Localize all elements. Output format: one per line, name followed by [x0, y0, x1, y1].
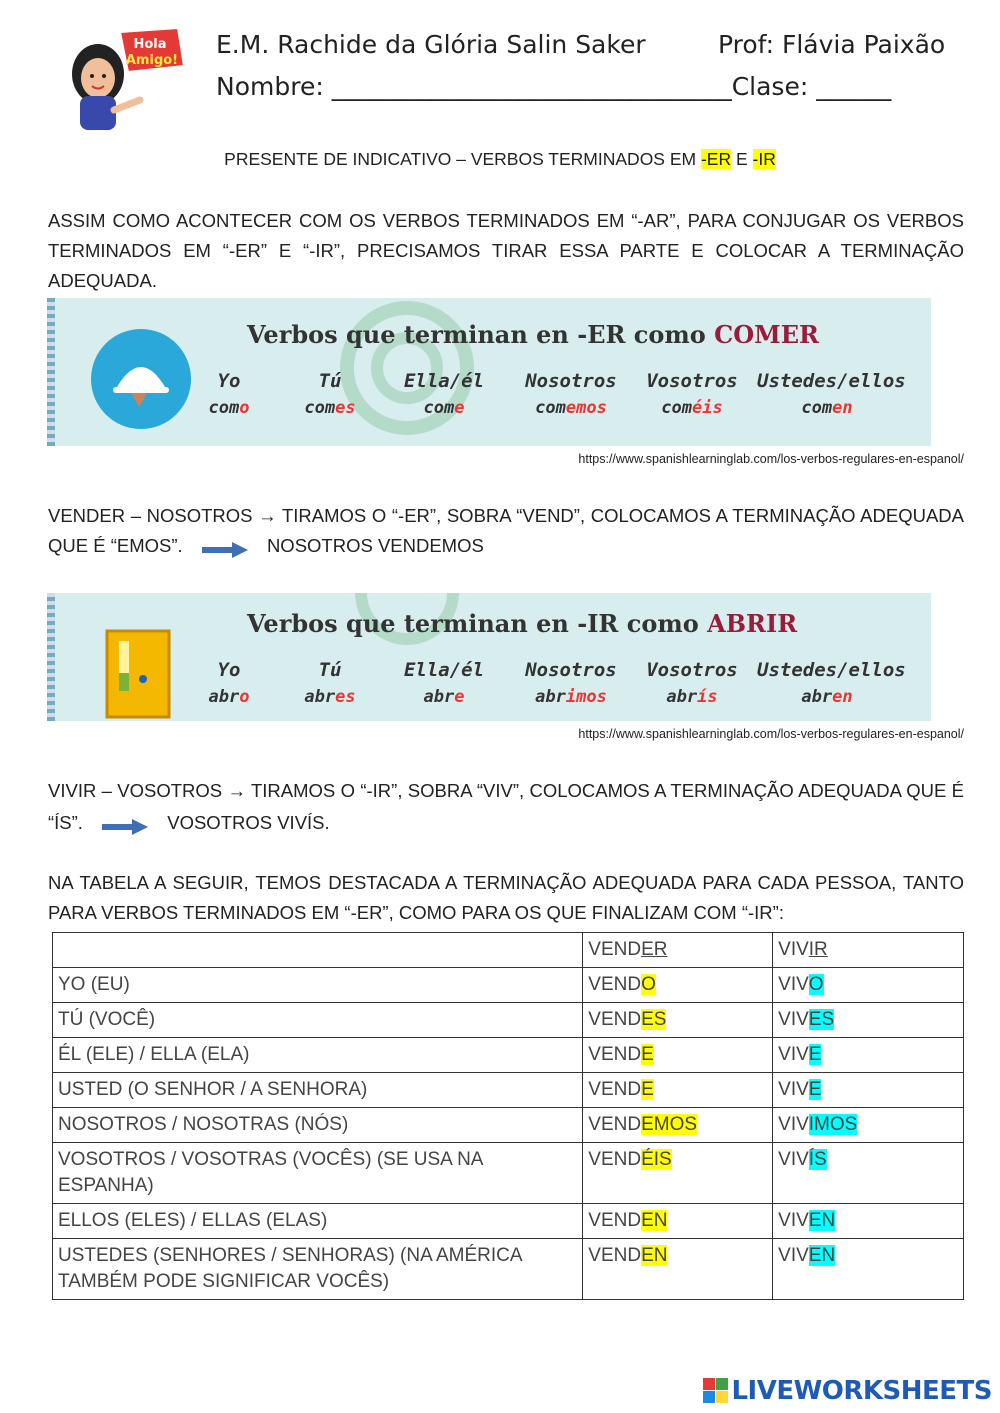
banner-ir — [47, 593, 931, 721]
example-er-paragraph — [48, 501, 964, 561]
table-cell-person: ELLOS (ELES) / ELLAS (ELAS) — [53, 1204, 583, 1239]
table-cell-ir: VIVIMOS — [773, 1108, 964, 1143]
class-blank[interactable]: ______ — [816, 72, 892, 101]
banner-er — [47, 298, 931, 446]
liveworksheets-icon — [703, 1378, 729, 1404]
example-ir-line-1: VIVIR – VOSOTROS → TIRAMOS O “-IR”, SOBRA “VIV”, COLOCAMOS A TERMINAÇÃO ADEQUADA QUE É — [48, 780, 964, 801]
banner-ir-verb: ABRIR — [707, 609, 798, 638]
banner-ir-col: Vosotros abrís — [646, 659, 738, 707]
banner-stripe — [47, 593, 55, 721]
table-cell-er: VENDEN — [583, 1239, 773, 1300]
banner-ir-col: Ella/él abre — [403, 659, 485, 707]
banner-ir-source[interactable]: https://www.spanishlearninglab.com/los-verbos-regulares-en-espanol/ — [578, 727, 964, 741]
banner-er-verb: COMER — [714, 320, 819, 349]
table-header-empty — [53, 933, 583, 968]
example-er-line-1: VENDER – NOSOTROS → TIRAMOS O “-ER”, SOBRA “VEND”, COLOCAMOS A TERMINAÇÃO ADEQUADA — [48, 505, 964, 526]
liveworksheets-brand: LIVEWORKSHEETS — [731, 1376, 992, 1406]
title-ir: -IR — [752, 149, 776, 169]
conjugation-table — [52, 932, 964, 1300]
name-label: Nombre: — [216, 72, 332, 101]
table-cell-ir: VIVÍS — [773, 1143, 964, 1204]
title-er: -ER — [700, 149, 732, 169]
banner-er-title: Verbos que terminan en -ER como COMER — [247, 320, 819, 349]
table-cell-er: VENDES — [583, 1003, 773, 1038]
table-row — [53, 1003, 964, 1038]
teacher-name: Prof: Flávia Paixão — [718, 30, 946, 59]
intro-line-2: TERMINADOS EM “-ER” E “-IR”, PRECISAMOS TIRAR ESSA PARTE E COLOCAR A TERMINAÇÃO ADEQUADA. — [48, 240, 964, 291]
table-cell-person: ÉL (ELE) / ELLA (ELA) — [53, 1038, 583, 1073]
banner-er-col: Ella/él come — [403, 370, 485, 418]
table-row — [53, 1143, 964, 1204]
table-cell-er: VENDE — [583, 1073, 773, 1108]
arrow-right-icon — [202, 538, 248, 556]
example-er-line-2: QUE É “EMOS”. NOSOTROS VENDEMOS — [48, 531, 964, 561]
table-header-er: VENDER — [583, 933, 773, 968]
table-cell-ir: VIVO — [773, 968, 964, 1003]
name-row — [216, 72, 891, 101]
banner-er-col: Vosotros coméis — [646, 370, 738, 418]
table-row — [53, 1108, 964, 1143]
example-ir-line-2: “ÍS”. VOSOTROS VIVÍS. — [48, 808, 964, 838]
table-cell-er: VENDO — [583, 968, 773, 1003]
table-intro-line-2: PARA VERBOS TERMINADOS EM “-ER”, COMO PARA OS QUE FINALIZAM COM “-IR”: — [48, 902, 784, 923]
banner-stripe — [47, 298, 55, 446]
banner-ir-col: Ustedes/ellos abren — [757, 659, 906, 707]
banner-er-col: Ustedes/ellos comen — [757, 370, 906, 418]
intro-paragraph — [48, 206, 964, 296]
banner-ir-title: Verbos que terminan en -IR como ABRIR — [247, 609, 798, 638]
page-title — [0, 149, 1000, 170]
table-cell-person: YO (EU) — [53, 968, 583, 1003]
class-label: Clase: — [731, 72, 817, 101]
table-row — [53, 1073, 964, 1108]
banner-er-col: Tú comes — [304, 370, 356, 418]
arrow-right-icon — [102, 815, 148, 833]
banner-er-col: Yo como — [208, 370, 250, 418]
table-cell-person: USTEDES (SENHORES / SENHORAS) (NA AMÉRICA TAMBÉM PODE SIGNIFICAR VOCÊS) — [53, 1239, 583, 1300]
school-name: E.M. Rachide da Glória Salin Saker — [216, 30, 646, 59]
banner-ir-col: Nosotros abrimos — [525, 659, 617, 707]
table-row — [53, 1239, 964, 1300]
table-header-row — [53, 933, 964, 968]
table-cell-er: VENDEMOS — [583, 1108, 773, 1143]
table-cell-er: VENDEN — [583, 1204, 773, 1239]
title-mid: E — [731, 149, 753, 169]
intro-line-1: ASSIM COMO ACONTECER COM OS VERBOS TERMINADOS EM “-AR”, PARA CONJUGAR OS VERBOS — [48, 210, 964, 231]
table-cell-ir: VIVEN — [773, 1239, 964, 1300]
banner-ir-col: Yo abro — [208, 659, 250, 707]
mascot-image — [58, 26, 188, 136]
table-cell-person: USTED (O SENHOR / A SENHORA) — [53, 1073, 583, 1108]
table-row — [53, 968, 964, 1003]
example-ir-paragraph — [48, 776, 964, 838]
table-cell-person: NOSOTROS / NOSOTRAS (NÓS) — [53, 1108, 583, 1143]
table-cell-ir: VIVES — [773, 1003, 964, 1038]
table-intro-paragraph — [48, 868, 964, 928]
title-prefix: PRESENTE DE INDICATIVO – VERBOS TERMINADOS EM — [224, 149, 701, 169]
table-cell-er: VENDÉIS — [583, 1143, 773, 1204]
banner-ir-col: Tú abres — [304, 659, 356, 707]
table-cell-ir: VIVEN — [773, 1204, 964, 1239]
table-cell-ir: VIVE — [773, 1073, 964, 1108]
table-cell-ir: VIVE — [773, 1038, 964, 1073]
mascot-amigo-text: Amigo! — [125, 53, 179, 68]
name-blank[interactable]: ________________________________ — [331, 72, 732, 101]
table-row — [53, 1204, 964, 1239]
mascot-hola-text: Hola — [133, 37, 167, 52]
table-cell-er: VENDE — [583, 1038, 773, 1073]
table-row — [53, 1038, 964, 1073]
banner-er-col: Nosotros comemos — [525, 370, 617, 418]
table-cell-person: VOSOTROS / VOSOTRAS (VOCÊS) (SE USA NA ESPANHA) — [53, 1143, 583, 1204]
banner-er-source[interactable]: https://www.spanishlearninglab.com/los-verbos-regulares-en-espanol/ — [578, 452, 964, 466]
table-header-ir: VIVIR — [773, 933, 964, 968]
table-intro-line-1: NA TABELA A SEGUIR, TEMOS DESTACADA A TERMINAÇÃO ADEQUADA PARA CADA PESSOA, TANTO — [48, 872, 964, 893]
liveworksheets-logo[interactable] — [703, 1376, 992, 1406]
table-cell-person: TÚ (VOCÊ) — [53, 1003, 583, 1038]
